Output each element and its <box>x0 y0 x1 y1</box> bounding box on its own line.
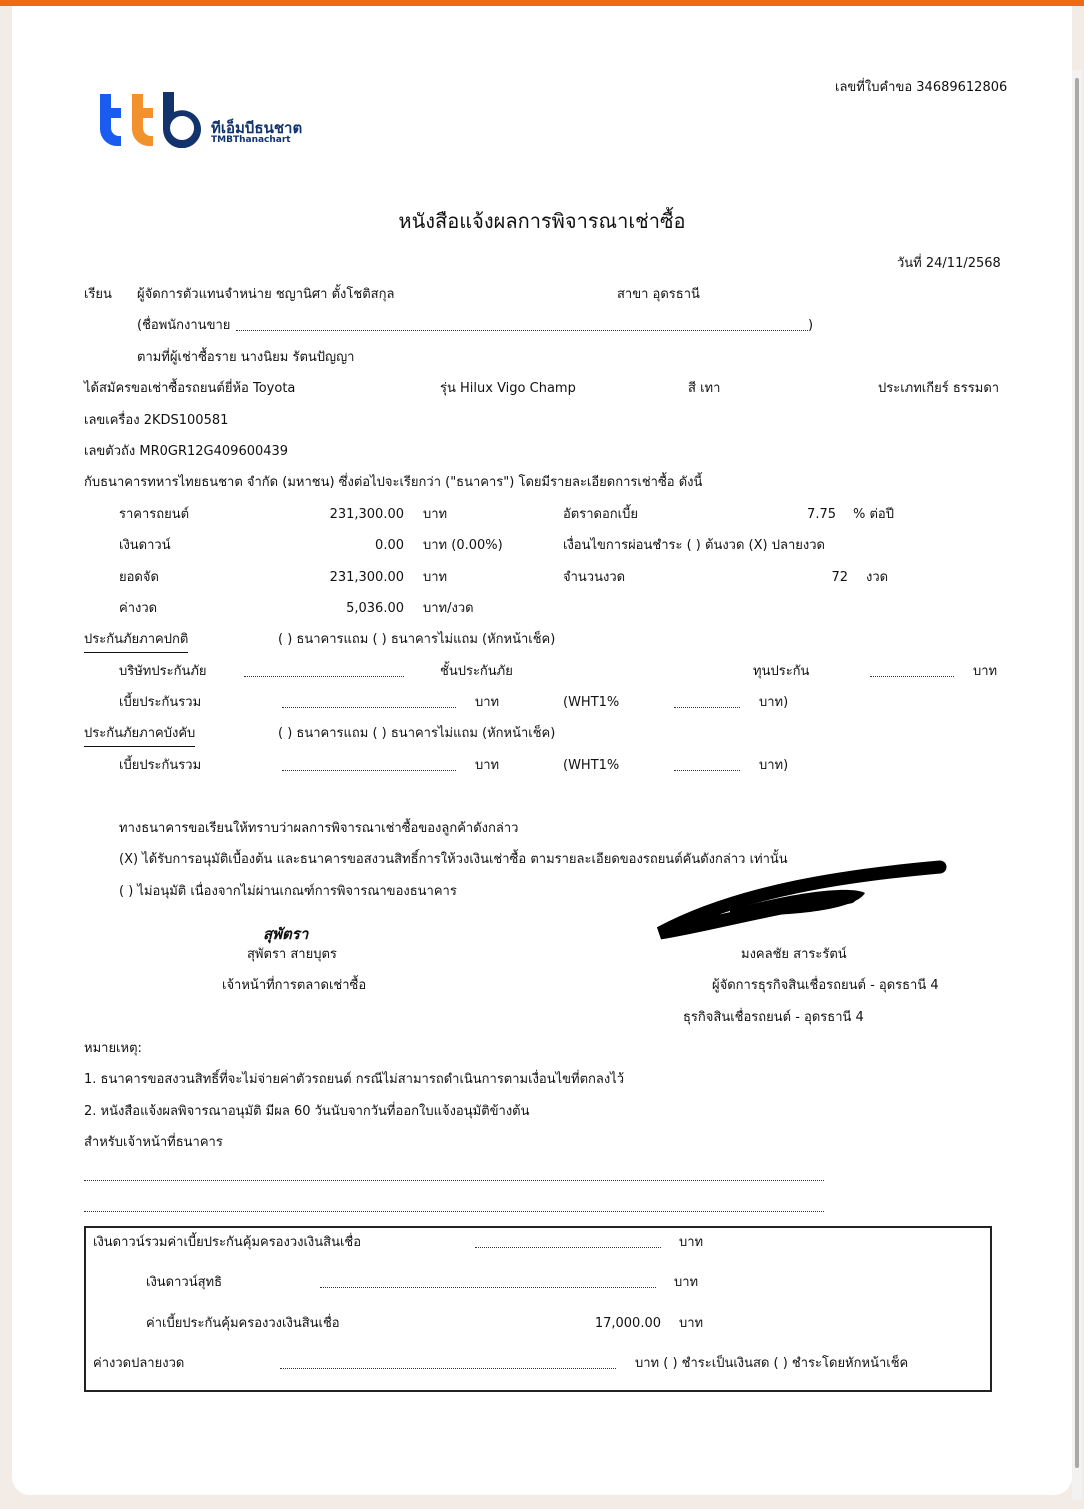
left-signer-name: สุพัตรา สายบุตร <box>247 947 337 962</box>
insurer-blank <box>244 676 404 677</box>
compulsory-premium-unit: บาท <box>475 758 500 773</box>
vehicle-gear: ประเภทเกียร์ ธรรมดา <box>878 381 1000 396</box>
compulsory-wht-unit: บาท) <box>759 758 789 773</box>
note-item-2: 2. หนังสือแจ้งผลพิจารณาอนุมัติ มีผล 60 วันนับจากวันที่ออกใบแจ้งอนุมัติข้างต้น <box>84 1104 530 1119</box>
voluntary-premium-unit: บาท <box>475 695 500 710</box>
ttb-logo <box>96 92 316 152</box>
down-payment-value: 0.00 <box>375 538 404 553</box>
down-payment-unit: บาท (0.00%) <box>423 538 503 553</box>
voluntary-wht-unit: บาท) <box>759 695 789 710</box>
voluntary-insurance-options: ( ) ธนาคารแถม ( ) ธนาคารไม่แถม (หักหน้าเช็ค) <box>278 632 556 647</box>
notes-heading: หมายเหตุ: <box>84 1041 142 1056</box>
voluntary-insurance-heading: ประกันภัยภาคปกติ <box>84 632 188 653</box>
application-number: เลขที่ใบคำขอ 34689612806 <box>835 80 1008 95</box>
installment-value: 5,036.00 <box>346 601 404 616</box>
credit-insurance-label: ค่าเบี้ยประกันคุ้มครองวงเงินสินเชื่อ <box>146 1316 340 1331</box>
net-down-unit: บาท <box>674 1275 699 1290</box>
branch: สาขา อุดรธานี <box>617 287 700 302</box>
scrollbar-thumb[interactable] <box>1075 78 1079 1468</box>
installments-value: 72 <box>831 570 848 585</box>
car-price-value: 231,300.00 <box>329 507 404 522</box>
compulsory-insurance-options: ( ) ธนาคารแถม ( ) ธนาคารไม่แถม (หักหน้าเช็ค) <box>278 726 556 741</box>
interest-value: 7.75 <box>807 507 836 522</box>
voluntary-premium-blank <box>282 707 456 708</box>
staff-only-label: สำหรับเจ้าหน้าที่ธนาคาร <box>84 1135 223 1150</box>
brand-name-english: TMBThanachart <box>211 135 291 145</box>
salesperson-blank <box>236 330 808 331</box>
installment-unit: บาท/งวด <box>423 601 474 616</box>
insurance-class-label: ชั้นประกันภัย <box>440 664 513 679</box>
financed-amount-unit: บาท <box>423 570 448 585</box>
result-approved: (X) ได้รับการอนุมัติเบื้องต้น และธนาคารขอสงวนสิทธิ์การให้วงเงินเช่าซื้อ ตามรายละเอียดของรถยนต์คันดังกล่าว เท่านั้น <box>119 852 788 867</box>
car-price-label: ราคารถยนต์ <box>119 507 190 522</box>
last-installment-label: ค่างวดปลายงวด <box>93 1356 185 1371</box>
ttb-logo-icon <box>96 92 206 148</box>
compulsory-premium-label: เบี้ยประกันรวม <box>119 758 202 773</box>
compulsory-insurance-heading: ประกันภัยภาคบังคับ <box>84 726 195 747</box>
last-installment-unit: บาท ( ) ชำระเป็นเงินสด ( ) ชำระโดยหักหน้าเช็ค <box>635 1356 909 1371</box>
bank-intro: กับธนาคารทหารไทยธนชาต จำกัด (มหาชน) ซึ่งต่อไปจะเรียกว่า ("ธนาคาร") โดยมีรายละเอียดการเช่าซื้อ ดังนี้ <box>84 475 703 490</box>
voluntary-wht-blank <box>674 707 740 708</box>
installment-label: ค่างวด <box>119 601 158 616</box>
vehicle-color: สี เทา <box>688 381 721 396</box>
redacted-signature-icon <box>650 855 950 945</box>
net-down-blank <box>320 1287 656 1288</box>
total-down-unit: บาท <box>679 1235 704 1250</box>
result-rejected: ( ) ไม่อนุมัติ เนื่องจากไม่ผ่านเกณฑ์การพิจารณาของธนาคาร <box>119 884 457 899</box>
compulsory-wht-blank <box>674 770 740 771</box>
left-signer-position: เจ้าหน้าที่การตลาดเช่าซื้อ <box>222 978 367 993</box>
chassis-number: เลขตัวถัง MR0GR12G409600439 <box>84 444 289 459</box>
down-payment-label: เงินดาวน์ <box>119 538 171 553</box>
compulsory-premium-blank <box>282 770 456 771</box>
financed-amount-value: 231,300.00 <box>329 570 404 585</box>
document-title: หนังสือแจ้งผลการพิจารณาเช่าซื้อ <box>398 209 686 233</box>
interest-unit: % ต่อปี <box>853 507 894 522</box>
applicant: ตามที่ผู้เช่าซื้อราย นางนิยม รัตนปัญญา <box>137 350 355 365</box>
payment-condition: เงื่อนไขการผ่อนชำระ ( ) ต้นงวด (X) ปลายงวด <box>563 538 825 553</box>
document-date: วันที่ 24/11/2568 <box>897 256 1001 271</box>
compulsory-wht-label: (WHT1% <box>563 758 620 773</box>
insurer-label: บริษัทประกันภัย <box>119 664 207 679</box>
recipient: ผู้จัดการตัวแทนจำหน่าย ชญานิศา ตั้งโชติสกุล <box>137 287 395 302</box>
car-price-unit: บาท <box>423 507 448 522</box>
salesperson-label: (ชื่อพนักงานขาย <box>137 318 231 333</box>
credit-insurance-value: 17,000.00 <box>594 1316 661 1331</box>
total-down-blank <box>475 1247 661 1248</box>
sum-insured-blank <box>870 676 954 677</box>
salesperson-close: ) <box>808 318 814 333</box>
sum-insured-unit: บาท <box>973 664 998 679</box>
credit-insurance-unit: บาท <box>679 1316 704 1331</box>
result-intro: ทางธนาคารขอเรียนให้ทราบว่าผลการพิจารณาเช่าซื้อของลูกค้าดังกล่าว <box>119 821 519 836</box>
brand-name-thai: ทีเอ็มบีธนชาต <box>211 119 303 137</box>
financed-amount-label: ยอดจัด <box>119 570 159 585</box>
vehicle-brand: ได้สมัครขอเช่าซื้อรถยนต์ยี่ห้อ Toyota <box>84 381 296 396</box>
installments-unit: งวด <box>866 570 889 585</box>
last-installment-blank <box>280 1368 616 1369</box>
left-signature: สุพัตรา <box>263 925 309 943</box>
sum-insured-label: ทุนประกัน <box>753 664 810 679</box>
interest-label: อัตราดอกเบี้ย <box>563 507 638 522</box>
engine-number: เลขเครื่อง 2KDS100581 <box>84 413 229 428</box>
right-signer-position: ผู้จัดการธุรกิจสินเชื่อรถยนต์ - อุดรธานี 4 <box>712 978 939 993</box>
staff-blank-line-2 <box>84 1211 824 1212</box>
installments-label: จำนวนงวด <box>563 570 626 585</box>
net-down-label: เงินดาวน์สุทธิ <box>146 1275 223 1290</box>
voluntary-wht-label: (WHT1% <box>563 695 620 710</box>
total-down-label: เงินดาวน์รวมค่าเบี้ยประกันคุ้มครองวงเงินสินเชื่อ <box>93 1235 362 1250</box>
right-signer-name: มงคลชัย สาระรัตน์ <box>741 947 847 962</box>
note-item-1: 1. ธนาคารขอสงวนสิทธิ์ที่จะไม่จ่ายค่าตัวรถยนต์ กรณีไม่สามารถดำเนินการตามเงื่อนไขที่ตกลงไว้ <box>84 1072 625 1087</box>
right-signer-unit: ธุรกิจสินเชื่อรถยนต์ - อุดรธานี 4 <box>683 1010 864 1025</box>
staff-blank-line-1 <box>84 1180 824 1181</box>
vehicle-model: รุ่น Hilux Vigo Champ <box>440 381 576 396</box>
voluntary-premium-label: เบี้ยประกันรวม <box>119 695 202 710</box>
to-label: เรียน <box>84 287 112 302</box>
